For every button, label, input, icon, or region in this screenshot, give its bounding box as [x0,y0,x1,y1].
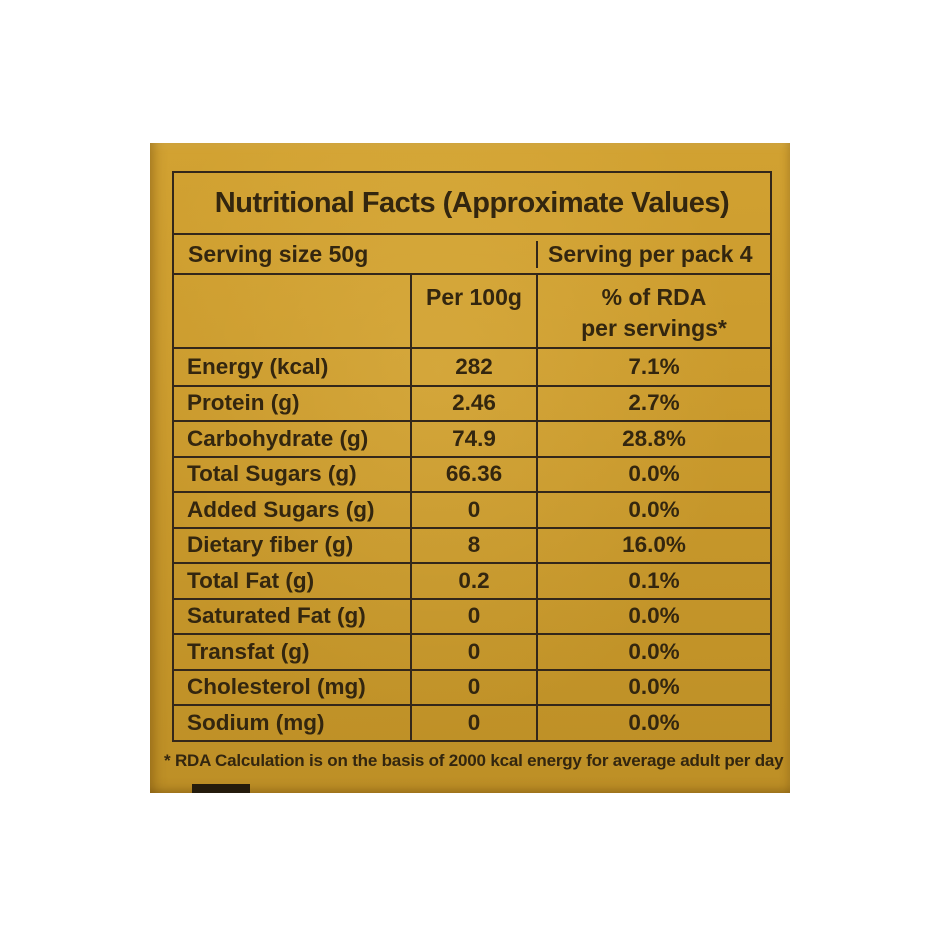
barcode-edge-fragment [192,784,250,793]
nutrient-rda-percent: 7.1% [536,349,770,385]
serving-size-label: Serving size 50g [188,240,369,267]
nutrient-rda-percent: 0.0% [536,600,770,634]
nutrient-row [174,420,770,456]
rda-column-header [536,275,770,347]
nutrient-name: Saturated Fat (g) [187,603,366,629]
nutrition-label-photo [150,143,790,793]
nutrient-rda-percent: 16.0% [536,529,770,563]
per-100g-header-text: Per 100g [426,284,522,310]
rda-header-line1: % of RDA [601,284,707,310]
nutrient-rda-percent: 0.0% [536,458,770,492]
nutrient-row [174,598,770,634]
nutrient-rda-percent: 0.0% [536,706,770,740]
serving-info-row [174,235,770,275]
nutrient-rda-percent: 0.0% [536,635,770,669]
nutrient-name: Carbohydrate (g) [187,425,369,451]
nutrient-per-100g-value: 0 [410,600,536,634]
nutrient-name: Dietary fiber (g) [187,532,354,558]
nutrient-name: Total Sugars (g) [187,461,357,487]
nutrient-name: Cholesterol (mg) [187,674,366,700]
nutrient-per-100g-value: 2.46 [410,387,536,421]
rda-footnote: * RDA Calculation is on the basis of 2000 kcal energy for average adult per day [164,751,784,770]
nutrition-facts-title: Nutritional Facts (Approximate Values) [174,173,770,235]
nutrient-row [174,704,770,740]
nutrient-rda-percent: 2.7% [536,387,770,421]
nutrient-per-100g-value: 74.9 [410,422,536,456]
nutrient-rda-percent: 0.0% [536,493,770,527]
nutrient-row [174,456,770,492]
nutrient-rda-percent: 0.0% [536,671,770,705]
nutrient-row [174,385,770,421]
nutrient-per-100g-value: 8 [410,529,536,563]
nutrient-row [174,491,770,527]
nutrient-row [174,349,770,385]
nutrient-row [174,527,770,563]
serving-per-pack-label: Serving per pack 4 [536,241,770,268]
nutrient-per-100g-value: 0 [410,493,536,527]
nutrient-per-100g-value: 0.2 [410,564,536,598]
nutrient-per-100g-value: 0 [410,706,536,740]
column-header-row [174,275,770,349]
nutrient-rda-percent: 0.1% [536,564,770,598]
nutrient-row [174,633,770,669]
nutrient-name: Total Fat (g) [187,567,315,593]
nutrient-rda-percent: 28.8% [536,422,770,456]
nutrient-per-100g-value: 0 [410,671,536,705]
nutrient-name: Protein (g) [187,390,300,416]
per-100g-column-header [410,275,536,347]
header-spacer-cell [174,275,410,347]
nutrient-per-100g-value: 282 [410,349,536,385]
nutrient-name: Sodium (mg) [187,709,325,735]
nutrient-row [174,562,770,598]
nutrition-facts-table [172,171,772,742]
rda-header-line2: per servings* [581,315,727,341]
nutrient-name: Added Sugars (g) [187,496,375,522]
nutrient-per-100g-value: 66.36 [410,458,536,492]
nutrient-row [174,669,770,705]
nutrient-per-100g-value: 0 [410,635,536,669]
nutrient-rows [174,349,770,740]
nutrient-name: Transfat (g) [187,638,310,664]
nutrient-name: Energy (kcal) [187,353,329,379]
